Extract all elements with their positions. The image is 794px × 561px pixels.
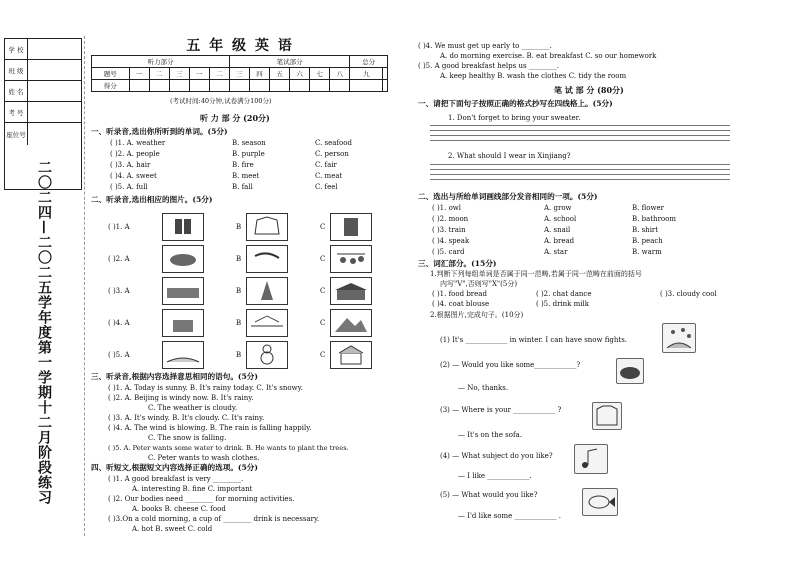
binding-line [84,36,85,536]
w1-sentence: 2. What should I wear in Xinjiang? [448,152,571,160]
score-cell: 四 [249,68,269,80]
info-row-seat[interactable] [5,123,81,145]
list-item[interactable]: ( )5. A. full B. fall C. feel [110,183,338,191]
q2-row-label: ( )5. A [108,351,130,359]
q2-c-label: C [320,255,326,263]
leaves-icon [331,246,371,272]
info-row-school[interactable] [5,39,81,60]
w3-row [432,290,732,299]
q4-line[interactable]: ( )3.On a cold morning, a cup of ________ drink is necessary. [108,515,320,523]
q2-c-label: C [320,287,326,295]
fill-sentence: (5) — What would you like? [440,491,538,499]
score-input[interactable] [383,80,388,92]
four-line-grid[interactable] [430,125,730,141]
score-header-total: 总分 [350,56,388,68]
q3-line: C. Peter wants to wash clothes. [148,454,260,462]
list-item[interactable]: ( )2. A. people B. purple C. person [110,150,349,158]
fill-sentence: (4) — What subject do you like? [440,452,553,460]
q1-heading: 一、听录音,选出你所听到的单词。(5分) [91,127,228,136]
w3-item[interactable]: ( )1. food bread [432,290,487,298]
fish-picture [582,488,618,516]
score-input[interactable] [350,80,383,92]
score-input[interactable] [290,80,310,92]
fill-sentence[interactable]: (2) — Would you like some____________? [440,361,581,369]
picture-option[interactable] [162,213,204,241]
score-input[interactable] [149,80,169,92]
picture-option[interactable] [162,341,204,369]
score-cell: 一 [189,68,209,80]
w3-item[interactable]: ( )4. coat blouse [432,300,490,308]
snow-scene-icon [163,342,203,368]
score-header-listening: 听力部分 [92,56,230,68]
score-input[interactable] [189,80,209,92]
snow-weather-picture [662,323,696,353]
four-line-grid[interactable] [430,164,730,180]
list-item[interactable]: ( )5. card A. star B. warm [432,248,662,256]
list-item[interactable]: ( )3. train A. snail B. shirt [432,226,659,234]
mountain-icon [331,310,371,336]
q1-list [110,139,390,194]
boots-icon [163,214,203,240]
music-note-icon [575,445,607,473]
picture-option[interactable] [330,341,372,369]
w2-heading: 二、选出与所给单词画线部分发音相同的一项。(5分) [418,192,598,201]
listening-header: 听 力 部 分 (20分) [200,113,270,123]
q3-line[interactable]: ( )1. A. Today is sunny. B. It's rainy today. C. It's snowy. [108,384,303,392]
picture-option[interactable] [246,245,288,273]
sweater-icon [593,403,621,429]
great-wall-icon [163,278,203,304]
palace-icon [331,278,371,304]
info-label: 学 校 [5,39,28,59]
q3-line[interactable]: ( )5. A. Peter wants some water to drink. B. He wants to plant the trees. [108,444,349,452]
score-input[interactable] [209,80,229,92]
score-cell: 六 [290,68,310,80]
q2-b-label: B [236,223,242,231]
fill-sentence: — It's on the sofa. [458,431,522,439]
w3-instruction: 2.根据图片,完成句子。(10分) [430,311,524,319]
score-cell: 二 [149,68,169,80]
q4-heading: 四、听短文,根据短文内容选择正确的选项。(5分) [91,463,258,472]
picture-option[interactable] [162,245,204,273]
picture-option[interactable] [330,309,372,337]
sweater-picture [592,402,622,430]
score-input[interactable] [229,80,249,92]
bowl-icon [617,359,643,383]
score-header-written: 笔试部分 [229,56,349,68]
q3-line[interactable]: ( )3. A. It's windy. B. It's cloudy. C. It's rainy. [108,414,265,422]
score-cell: 九 [350,68,383,80]
fill-sentence[interactable]: — I like ____________. [458,472,532,480]
q2-c-label: C [320,351,326,359]
q2-row-label: ( )4. A [108,319,130,327]
score-cell: 得分 [92,80,130,92]
q2-heading: 二、听录音,选出相应的图片。(5分) [91,195,213,204]
vertical-exam-title: 二〇二四—二〇二五学年度第一学期十二月阶段练习 [36,160,52,505]
jacket-icon [247,214,287,240]
info-label: 考 号 [5,102,28,122]
score-cell: 八 [330,68,350,80]
music-picture [574,444,608,474]
q2-row-label: ( )3. A [108,287,130,295]
picture-option[interactable] [330,277,372,305]
q2-c-label: C [320,223,326,231]
list-item[interactable]: ( )3. A. hair B. fire C. fair [110,161,337,169]
q3-line: C. The snow is falling. [148,434,227,442]
soup-picture [616,358,644,384]
house-icon [163,310,203,336]
w3-item[interactable]: ( )5. drink milk [536,300,589,308]
q4-line: A. interesting B. fine C. important [132,485,253,493]
score-cell: 五 [270,68,290,80]
picture-option[interactable] [330,245,372,273]
q2-picture-grid [108,213,388,368]
house-snow-icon [331,342,371,368]
w1-heading: 一、请把下面句子按照正确的格式抄写在四线格上。(5分) [418,99,613,108]
q4-line: A. books B. cheese C. food [132,505,226,513]
score-input[interactable] [270,80,290,92]
q3-line: C. The weather is cloudy. [148,404,238,412]
fish-icon [583,489,617,515]
list-item[interactable]: ( )1. A. weather B. season C. seafood [110,139,352,147]
q2-row-label: ( )1. A [108,223,130,231]
q2-row-label: ( )2. A [108,255,130,263]
score-input[interactable] [330,80,350,92]
score-input[interactable] [169,80,189,92]
score-cell: 七 [310,68,330,80]
fill-sentence[interactable]: (1) It's ____________ in winter. I can have snow fights. [440,336,628,344]
info-label: 班 级 [5,60,28,80]
written-header: 笔 试 部 分 (80分) [554,85,624,95]
info-row-name[interactable] [5,81,81,102]
picture-option[interactable] [246,309,288,337]
info-row-exam-no[interactable] [5,102,81,123]
score-input[interactable] [310,80,330,92]
lake-icon [247,310,287,336]
fill-sentence[interactable]: (3) — Where is your ____________ ? [440,406,562,414]
list-item[interactable]: ( )2. moon A. school B. bathroom [432,215,676,223]
score-cell: 二 [209,68,229,80]
q4-line[interactable]: ( )4. We must get up early to ________. [418,42,552,50]
q4-line: A. do morning exercise. B. eat breakfast C. so our homework [440,52,657,60]
w3-item[interactable]: ( )3. cloudy cool [660,290,717,298]
q2-b-label: B [236,319,242,327]
score-table [91,55,388,92]
pagoda-icon [247,278,287,304]
fill-sentence[interactable]: — I'd like some ____________ . [458,512,561,520]
picture-option[interactable] [246,213,288,241]
picture-option[interactable] [330,213,372,241]
q3-line[interactable]: ( )4. A. The wind is blowing. B. The rain is falling happily. [108,424,312,432]
q4-line[interactable]: ( )5. A good breakfast helps us ________. [418,62,560,70]
w3-instruction: 1.判断下列每组单词是否属于同一范畴,若属于同一范畴在前面的括号 [430,270,642,278]
q2-b-label: B [236,255,242,263]
scarf-icon [247,246,287,272]
picture-option[interactable] [246,341,288,369]
w1-sentence: 1. Don't forget to bring your sweater. [448,114,581,122]
sweater-icon [331,214,371,240]
w2-list [432,204,676,259]
q4-line[interactable]: ( )2. Our bodies need ________ for morning activities. [108,495,295,503]
q2-b-label: B [236,351,242,359]
w3-row [432,300,732,309]
picture-option[interactable] [162,309,204,337]
list-item[interactable]: ( )4. A. sweet B. meet C. meat [110,172,343,180]
score-input[interactable] [249,80,269,92]
score-cell [383,68,388,80]
q3-line[interactable]: ( )2. A. Beijing is windy now. B. It's rainy. [108,394,254,402]
q4-line[interactable]: ( )1. A good breakfast is very ________. [108,475,244,483]
list-item[interactable]: ( )1. owl A. grow B. flower [432,204,664,212]
info-label: 座位号 [5,123,28,145]
fill-sentence: — No, thanks. [458,384,509,392]
q4-line: A. hot B. sweet C. cold [132,525,213,533]
score-cell: 题号 [92,68,130,80]
info-row-class[interactable] [5,60,81,81]
list-item[interactable]: ( )4. speak A. bread B. peach [432,237,663,245]
q4-line: A. keep healthy B. wash the clothes C. tidy the room [440,72,627,80]
page-title: 五 年 级 英 语 [186,38,294,54]
score-cell: 三 [169,68,189,80]
w3-heading: 三、词汇部分。(15分) [418,259,497,268]
w3-item[interactable]: ( )2. chat dance [536,290,592,298]
score-input[interactable] [129,80,149,92]
score-cell: 一 [129,68,149,80]
w3-instruction: 内写"V",否则写"X"(5分) [440,280,518,288]
q3-heading: 三、听录音,根据内容选择意思相同的语句。(5分) [91,372,258,381]
cap-icon [163,246,203,272]
q2-c-label: C [320,319,326,327]
picture-option[interactable] [246,277,288,305]
exam-note: (考试时间:40分钟,试卷满分100分) [170,97,272,105]
picture-option[interactable] [162,277,204,305]
info-label: 姓 名 [5,81,28,101]
score-cell: 三 [229,68,249,80]
snowflake-icon [663,324,695,352]
q2-b-label: B [236,287,242,295]
snowman-icon [247,342,287,368]
